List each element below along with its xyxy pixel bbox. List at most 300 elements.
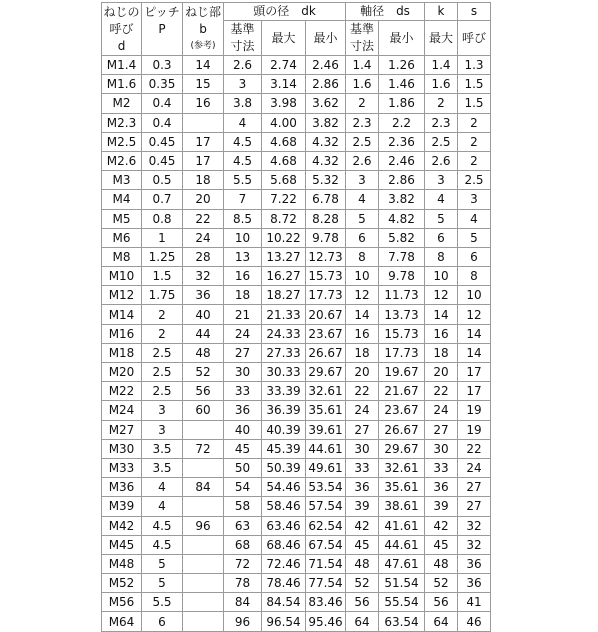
- cell-shank-basic: 64: [346, 612, 379, 631]
- header-s: s: [458, 3, 491, 21]
- cell-size: M45: [102, 535, 142, 554]
- cell-pitch: 4.5: [142, 535, 183, 554]
- cell-shank-basic: 56: [346, 593, 379, 612]
- cell-shank-basic: 10: [346, 267, 379, 286]
- cell-s-nominal: 10: [458, 286, 491, 305]
- cell-head-max: 3.98: [262, 94, 306, 113]
- cell-pitch: 0.7: [142, 190, 183, 209]
- cell-head-max: 96.54: [262, 612, 306, 631]
- cell-pitch: 2.5: [142, 363, 183, 382]
- cell-head-max: 24.33: [262, 324, 306, 343]
- cell-thread-length: 48: [183, 343, 224, 362]
- cell-pitch: 2: [142, 305, 183, 324]
- cell-s-nominal: 17: [458, 363, 491, 382]
- table-row: [102, 190, 491, 209]
- cell-k-max: 20: [425, 363, 458, 382]
- cell-size: M12: [102, 286, 142, 305]
- cell-pitch: 2.5: [142, 382, 183, 401]
- cell-shank-min: 17.73: [379, 343, 425, 362]
- header-pitch-line2: P: [158, 21, 166, 36]
- cell-head-max: 10.22: [262, 228, 306, 247]
- header-head-basic-line1: 基準: [230, 22, 255, 36]
- cell-head-basic: 96: [224, 612, 262, 631]
- cell-head-min: 15.73: [306, 267, 346, 286]
- cell-k-max: 18: [425, 343, 458, 362]
- cell-shank-basic: 18: [346, 343, 379, 362]
- cell-head-min: 3.62: [306, 94, 346, 113]
- cell-thread-length: 17: [183, 132, 224, 151]
- cell-shank-min: 1.86: [379, 94, 425, 113]
- cell-s-nominal: 36: [458, 554, 491, 573]
- cell-head-basic: 78: [224, 574, 262, 593]
- cell-thread-length: [183, 593, 224, 612]
- cell-shank-min: 29.67: [379, 439, 425, 458]
- cell-thread-length: 28: [183, 247, 224, 266]
- cell-k-max: 64: [425, 612, 458, 631]
- header-thread-length-note: (参考): [190, 40, 216, 51]
- cell-head-max: 84.54: [262, 593, 306, 612]
- cell-head-basic: 45: [224, 439, 262, 458]
- cell-thread-length: [183, 113, 224, 132]
- cell-size: M20: [102, 363, 142, 382]
- cell-shank-basic: 39: [346, 497, 379, 516]
- cell-head-max: 7.22: [262, 190, 306, 209]
- cell-s-nominal: 5: [458, 228, 491, 247]
- cell-s-nominal: 2.5: [458, 171, 491, 190]
- cell-shank-basic: 6: [346, 228, 379, 247]
- cell-shank-min: 1.26: [379, 56, 425, 75]
- table-row: [102, 497, 491, 516]
- cell-thread-length: 16: [183, 94, 224, 113]
- cell-head-max: 68.46: [262, 535, 306, 554]
- cell-shank-basic: 1.4: [346, 56, 379, 75]
- cell-size: M3: [102, 171, 142, 190]
- cell-pitch: 0.8: [142, 209, 183, 228]
- cell-s-nominal: 22: [458, 439, 491, 458]
- cell-s-nominal: 14: [458, 324, 491, 343]
- cell-head-basic: 8.5: [224, 209, 262, 228]
- cell-pitch: 0.5: [142, 171, 183, 190]
- header-thread-size-line1: ねじの: [103, 4, 140, 19]
- cell-thread-length: [183, 420, 224, 439]
- cell-size: M56: [102, 593, 142, 612]
- cell-size: M14: [102, 305, 142, 324]
- header-head-basic-line2: 寸法: [230, 39, 255, 53]
- table-row: [102, 56, 491, 75]
- cell-head-basic: 68: [224, 535, 262, 554]
- cell-k-max: 14: [425, 305, 458, 324]
- cell-pitch: 3.5: [142, 458, 183, 477]
- header-thread-size-line2: 呼び: [109, 21, 134, 36]
- cell-head-basic: 72: [224, 554, 262, 573]
- cell-shank-min: 21.67: [379, 382, 425, 401]
- cell-size: M2.5: [102, 132, 142, 151]
- cell-thread-length: 56: [183, 382, 224, 401]
- cell-head-max: 3.14: [262, 75, 306, 94]
- cell-head-max: 30.33: [262, 363, 306, 382]
- cell-pitch: 3: [142, 401, 183, 420]
- cell-shank-min: 44.61: [379, 535, 425, 554]
- cell-head-min: 23.67: [306, 324, 346, 343]
- cell-shank-min: 47.61: [379, 554, 425, 573]
- table-row: [102, 382, 491, 401]
- cell-shank-basic: 2.3: [346, 113, 379, 132]
- header-head-min: 最小: [306, 21, 346, 56]
- cell-size: M24: [102, 401, 142, 420]
- cell-shank-min: 13.73: [379, 305, 425, 324]
- cell-size: M1.4: [102, 56, 142, 75]
- cell-s-nominal: 2: [458, 113, 491, 132]
- cell-head-max: 27.33: [262, 343, 306, 362]
- cell-shank-min: 9.78: [379, 267, 425, 286]
- cell-head-basic: 63: [224, 516, 262, 535]
- cell-pitch: 0.35: [142, 75, 183, 94]
- cell-head-min: 62.54: [306, 516, 346, 535]
- cell-shank-min: 2.2: [379, 113, 425, 132]
- header-thread-size-line3: d: [117, 38, 126, 53]
- cell-head-max: 36.39: [262, 401, 306, 420]
- cell-k-max: 2.5: [425, 132, 458, 151]
- cell-head-min: 17.73: [306, 286, 346, 305]
- cell-s-nominal: 1.3: [458, 56, 491, 75]
- table-row: [102, 554, 491, 573]
- cell-shank-min: 32.61: [379, 458, 425, 477]
- cell-k-max: 33: [425, 458, 458, 477]
- cell-thread-length: 18: [183, 171, 224, 190]
- cell-size: M52: [102, 574, 142, 593]
- cell-head-basic: 3: [224, 75, 262, 94]
- cell-shank-min: 41.61: [379, 516, 425, 535]
- cell-head-min: 6.78: [306, 190, 346, 209]
- cell-shank-basic: 1.6: [346, 75, 379, 94]
- cell-k-max: 56: [425, 593, 458, 612]
- cell-head-min: 44.61: [306, 439, 346, 458]
- table-row: [102, 228, 491, 247]
- cell-shank-min: 2.36: [379, 132, 425, 151]
- cell-thread-length: 96: [183, 516, 224, 535]
- cell-pitch: 4: [142, 478, 183, 497]
- cell-head-max: 40.39: [262, 420, 306, 439]
- cell-k-max: 39: [425, 497, 458, 516]
- table-row: [102, 171, 491, 190]
- cell-shank-min: 7.78: [379, 247, 425, 266]
- cell-shank-min: 23.67: [379, 401, 425, 420]
- cell-pitch: 4.5: [142, 516, 183, 535]
- cell-size: M10: [102, 267, 142, 286]
- cell-shank-min: 2.86: [379, 171, 425, 190]
- cell-s-nominal: 1.5: [458, 94, 491, 113]
- cell-head-min: 77.54: [306, 574, 346, 593]
- cell-shank-basic: 52: [346, 574, 379, 593]
- cell-thread-length: 44: [183, 324, 224, 343]
- table-row: [102, 439, 491, 458]
- cell-pitch: 1: [142, 228, 183, 247]
- cell-head-min: 95.46: [306, 612, 346, 631]
- cell-pitch: 3.5: [142, 439, 183, 458]
- cell-head-basic: 40: [224, 420, 262, 439]
- cell-head-min: 2.46: [306, 56, 346, 75]
- cell-s-nominal: 32: [458, 516, 491, 535]
- header-thread-length-line1: ねじ部: [184, 4, 221, 19]
- cell-k-max: 3: [425, 171, 458, 190]
- cell-pitch: 5.5: [142, 593, 183, 612]
- table-row: [102, 478, 491, 497]
- cell-head-min: 20.67: [306, 305, 346, 324]
- cell-pitch: 2.5: [142, 343, 183, 362]
- cell-head-max: 72.46: [262, 554, 306, 573]
- cell-thread-length: [183, 574, 224, 593]
- cell-head-basic: 4.5: [224, 132, 262, 151]
- cell-size: M27: [102, 420, 142, 439]
- cell-head-basic: 16: [224, 267, 262, 286]
- cell-shank-basic: 3: [346, 171, 379, 190]
- cell-k-max: 5: [425, 209, 458, 228]
- bolt-dimension-table: [101, 2, 491, 632]
- cell-k-max: 2.6: [425, 151, 458, 170]
- cell-head-min: 5.32: [306, 171, 346, 190]
- cell-head-basic: 21: [224, 305, 262, 324]
- table-row: [102, 458, 491, 477]
- cell-thread-length: 72: [183, 439, 224, 458]
- cell-size: M39: [102, 497, 142, 516]
- cell-shank-basic: 36: [346, 478, 379, 497]
- table-row: [102, 247, 491, 266]
- cell-k-max: 12: [425, 286, 458, 305]
- cell-size: M1.6: [102, 75, 142, 94]
- table-row: [102, 209, 491, 228]
- cell-size: M48: [102, 554, 142, 573]
- table-row: [102, 420, 491, 439]
- cell-k-max: 48: [425, 554, 458, 573]
- cell-thread-length: [183, 497, 224, 516]
- cell-head-max: 13.27: [262, 247, 306, 266]
- cell-thread-length: 60: [183, 401, 224, 420]
- cell-shank-min: 19.67: [379, 363, 425, 382]
- cell-shank-basic: 12: [346, 286, 379, 305]
- cell-head-max: 5.68: [262, 171, 306, 190]
- cell-shank-min: 35.61: [379, 478, 425, 497]
- cell-size: M36: [102, 478, 142, 497]
- table-row: [102, 267, 491, 286]
- cell-head-basic: 4.5: [224, 151, 262, 170]
- cell-head-max: 8.72: [262, 209, 306, 228]
- cell-size: M22: [102, 382, 142, 401]
- cell-shank-min: 26.67: [379, 420, 425, 439]
- table-row: [102, 574, 491, 593]
- cell-s-nominal: 27: [458, 478, 491, 497]
- cell-head-max: 54.46: [262, 478, 306, 497]
- cell-head-min: 9.78: [306, 228, 346, 247]
- cell-k-max: 42: [425, 516, 458, 535]
- cell-size: M30: [102, 439, 142, 458]
- header-pitch-line1: ピッチ: [144, 4, 180, 19]
- cell-shank-min: 15.73: [379, 324, 425, 343]
- cell-head-basic: 84: [224, 593, 262, 612]
- cell-head-basic: 36: [224, 401, 262, 420]
- cell-k-max: 1.4: [425, 56, 458, 75]
- cell-thread-length: 15: [183, 75, 224, 94]
- cell-size: M18: [102, 343, 142, 362]
- header-head-dia: 頭の径 dk: [224, 3, 346, 21]
- cell-thread-length: 52: [183, 363, 224, 382]
- cell-shank-basic: 27: [346, 420, 379, 439]
- cell-pitch: 0.4: [142, 94, 183, 113]
- header-head-basic: [224, 21, 262, 56]
- cell-thread-length: [183, 612, 224, 631]
- table-row: [102, 305, 491, 324]
- cell-size: M2: [102, 94, 142, 113]
- cell-pitch: 5: [142, 554, 183, 573]
- cell-head-min: 4.32: [306, 151, 346, 170]
- cell-head-min: 4.32: [306, 132, 346, 151]
- cell-s-nominal: 24: [458, 458, 491, 477]
- cell-head-max: 16.27: [262, 267, 306, 286]
- cell-head-max: 4.68: [262, 132, 306, 151]
- cell-k-max: 45: [425, 535, 458, 554]
- cell-shank-min: 3.82: [379, 190, 425, 209]
- cell-pitch: 1.75: [142, 286, 183, 305]
- cell-pitch: 4: [142, 497, 183, 516]
- cell-thread-length: 14: [183, 56, 224, 75]
- cell-size: M16: [102, 324, 142, 343]
- table-row: [102, 363, 491, 382]
- cell-head-min: 8.28: [306, 209, 346, 228]
- cell-s-nominal: 2: [458, 151, 491, 170]
- cell-shank-basic: 16: [346, 324, 379, 343]
- cell-k-max: 6: [425, 228, 458, 247]
- header-thread-length: [183, 3, 224, 56]
- header-shank-basic-line2: 寸法: [349, 39, 374, 53]
- cell-shank-basic: 22: [346, 382, 379, 401]
- cell-size: M8: [102, 247, 142, 266]
- cell-shank-min: 38.61: [379, 497, 425, 516]
- cell-size: M64: [102, 612, 142, 631]
- cell-head-basic: 30: [224, 363, 262, 382]
- header-shank-basic-line1: 基準: [349, 22, 374, 36]
- cell-head-min: 26.67: [306, 343, 346, 362]
- header-shank-min: 最小: [379, 21, 425, 56]
- cell-shank-min: 51.54: [379, 574, 425, 593]
- cell-k-max: 36: [425, 478, 458, 497]
- cell-head-max: 45.39: [262, 439, 306, 458]
- header-shank-dia: 軸径 ds: [346, 3, 425, 21]
- header-thread-size: [102, 3, 142, 56]
- cell-head-min: 57.54: [306, 497, 346, 516]
- cell-head-basic: 50: [224, 458, 262, 477]
- cell-head-basic: 10: [224, 228, 262, 247]
- cell-head-max: 4.68: [262, 151, 306, 170]
- table-row: [102, 516, 491, 535]
- header-s-nominal: 呼び: [458, 21, 491, 56]
- cell-thread-length: 40: [183, 305, 224, 324]
- cell-head-min: 3.82: [306, 113, 346, 132]
- cell-thread-length: 22: [183, 209, 224, 228]
- cell-k-max: 2: [425, 94, 458, 113]
- cell-pitch: 0.4: [142, 113, 183, 132]
- cell-shank-basic: 33: [346, 458, 379, 477]
- cell-shank-basic: 42: [346, 516, 379, 535]
- table-row: [102, 113, 491, 132]
- cell-size: M2.6: [102, 151, 142, 170]
- cell-head-min: 67.54: [306, 535, 346, 554]
- cell-thread-length: [183, 554, 224, 573]
- cell-thread-length: [183, 535, 224, 554]
- cell-shank-min: 4.82: [379, 209, 425, 228]
- table-row: [102, 401, 491, 420]
- cell-s-nominal: 3: [458, 190, 491, 209]
- cell-head-max: 21.33: [262, 305, 306, 324]
- cell-head-min: 29.67: [306, 363, 346, 382]
- cell-pitch: 2: [142, 324, 183, 343]
- cell-shank-min: 5.82: [379, 228, 425, 247]
- cell-pitch: 6: [142, 612, 183, 631]
- cell-size: M6: [102, 228, 142, 247]
- table-row: [102, 324, 491, 343]
- cell-pitch: 0.45: [142, 132, 183, 151]
- table-row: [102, 132, 491, 151]
- cell-s-nominal: 41: [458, 593, 491, 612]
- cell-shank-basic: 2: [346, 94, 379, 113]
- cell-shank-min: 1.46: [379, 75, 425, 94]
- cell-s-nominal: 12: [458, 305, 491, 324]
- cell-thread-length: 24: [183, 228, 224, 247]
- cell-shank-basic: 24: [346, 401, 379, 420]
- cell-thread-length: [183, 458, 224, 477]
- cell-head-basic: 58: [224, 497, 262, 516]
- cell-pitch: 0.45: [142, 151, 183, 170]
- cell-s-nominal: 8: [458, 267, 491, 286]
- cell-head-min: 39.61: [306, 420, 346, 439]
- table-row: [102, 612, 491, 631]
- cell-head-basic: 3.8: [224, 94, 262, 113]
- cell-shank-basic: 2.6: [346, 151, 379, 170]
- cell-thread-length: 20: [183, 190, 224, 209]
- cell-head-min: 35.61: [306, 401, 346, 420]
- table-row: [102, 94, 491, 113]
- cell-thread-length: 36: [183, 286, 224, 305]
- cell-shank-basic: 4: [346, 190, 379, 209]
- spec-table-container: [101, 2, 491, 632]
- cell-size: M2.3: [102, 113, 142, 132]
- header-thread-length-line2: b: [199, 21, 207, 36]
- cell-k-max: 30: [425, 439, 458, 458]
- cell-head-max: 63.46: [262, 516, 306, 535]
- cell-k-max: 8: [425, 247, 458, 266]
- cell-head-basic: 7: [224, 190, 262, 209]
- cell-thread-length: 32: [183, 267, 224, 286]
- cell-pitch: 0.3: [142, 56, 183, 75]
- cell-s-nominal: 4: [458, 209, 491, 228]
- header-pitch: [142, 3, 183, 56]
- cell-head-basic: 54: [224, 478, 262, 497]
- cell-thread-length: 17: [183, 151, 224, 170]
- cell-head-min: 49.61: [306, 458, 346, 477]
- cell-head-basic: 5.5: [224, 171, 262, 190]
- cell-head-min: 32.61: [306, 382, 346, 401]
- cell-head-max: 50.39: [262, 458, 306, 477]
- cell-k-max: 4: [425, 190, 458, 209]
- cell-thread-length: 84: [183, 478, 224, 497]
- header-shank-basic: [346, 21, 379, 56]
- cell-s-nominal: 1.5: [458, 75, 491, 94]
- cell-s-nominal: 2: [458, 132, 491, 151]
- cell-head-basic: 4: [224, 113, 262, 132]
- table-row: [102, 75, 491, 94]
- header-k-max: 最大: [425, 21, 458, 56]
- cell-shank-min: 55.54: [379, 593, 425, 612]
- cell-head-max: 4.00: [262, 113, 306, 132]
- cell-k-max: 2.3: [425, 113, 458, 132]
